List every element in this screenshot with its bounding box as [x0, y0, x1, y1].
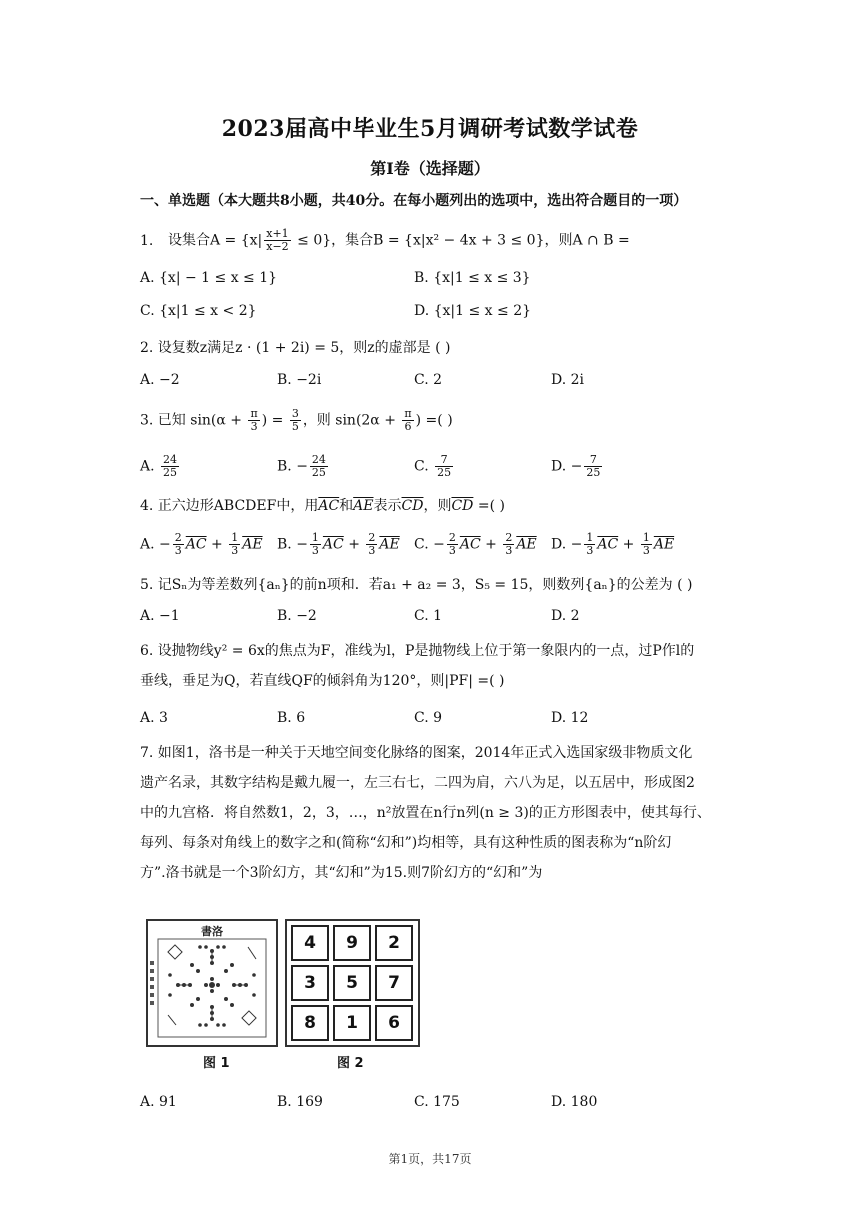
question-1: 1. 设集合A = {x| $\frac{x+1}{x-2}$ ≤ 0}，集合B = {x|x² − 4x + 3 ≤ 0}，则A ∩ B = — [140, 227, 630, 253]
option-d[interactable]: D. 12 — [551, 710, 589, 726]
page-footer: 第1页，共17页 — [388, 1152, 472, 1166]
option-b[interactable]: B. − $\frac{24}{25}$ — [277, 453, 326, 479]
grid-cell: 7 — [375, 965, 413, 1001]
grid-cell: 1 — [333, 1005, 371, 1041]
luoshu-pattern-icon — [148, 921, 276, 1045]
options-q2 — [140, 372, 760, 396]
options-q1-row2 — [140, 303, 760, 327]
option-c[interactable]: C. 9 — [414, 710, 443, 726]
options-q3 — [140, 454, 760, 478]
option-d[interactable]: D. {x|1 ≤ x ≤ 2} — [414, 303, 532, 319]
option-c[interactable]: C. − $\frac{2}{3}$ $\overline{AC}$ + $\frac{2}{3}$ $\overline{AE}$ — [414, 531, 537, 557]
option-b[interactable]: B. 169 — [277, 1094, 323, 1110]
option-d[interactable]: D. 180 — [551, 1094, 598, 1110]
options-q4 — [140, 532, 760, 556]
option-a[interactable]: A. {x| − 1 ≤ x ≤ 1} — [140, 270, 278, 286]
options-q5 — [140, 608, 760, 632]
options-q1 — [140, 270, 760, 294]
figure-2-caption: 图 2 — [337, 1056, 364, 1071]
grid-cell: 3 — [291, 965, 329, 1001]
grid-cell: 4 — [291, 925, 329, 961]
figure-1-caption: 图 1 — [203, 1056, 230, 1071]
question-number: 1. — [140, 232, 154, 249]
fraction: $\frac{x+1}{x-2}$ — [266, 227, 289, 253]
grid-cell: 6 — [375, 1005, 413, 1041]
option-b[interactable]: B. −2 — [277, 608, 317, 624]
section-heading: 一、单选题（本大题共8小题，共40分。在每小题列出的选项中，选出符合题目的一项） — [140, 193, 688, 209]
luoshu-figure — [146, 919, 278, 1047]
question-4: 4. 正六边形ABCDEF中，用$\overline{AC}$和$\overline{AE}$表示$\overline{CD}$，则$\overline{CD}$ =( ) — [140, 498, 505, 514]
part-title: 第I卷（选择题） — [370, 159, 490, 178]
page-title: 2023届高中毕业生5月调研考试数学试卷 — [221, 116, 639, 142]
option-d[interactable]: D. 2i — [551, 372, 585, 388]
question-2: 2. 设复数z满足z · (1 + 2i) = 5，则z的虚部是 ( ) — [140, 340, 451, 356]
option-a[interactable]: A. −1 — [140, 608, 180, 624]
option-a[interactable]: A. − $\frac{2}{3}$ $\overline{AC}$ + $\frac{1}{3}$ $\overline{AE}$ — [140, 531, 263, 557]
svg-text:書洛: 書洛 — [201, 925, 223, 938]
option-b[interactable]: B. −2i — [277, 372, 322, 388]
option-c[interactable]: C. {x|1 ≤ x < 2} — [140, 303, 257, 319]
option-d[interactable]: D. 2 — [551, 608, 580, 624]
option-a[interactable]: A. $\frac{24}{25}$ — [140, 453, 178, 479]
question-5: 5. 记Sₙ为等差数列{aₙ}的前n项和．若a₁ + a₂ = 3，S₅ = 15，则数列{aₙ}的公差为 ( ) — [140, 577, 693, 593]
option-a[interactable]: A. 91 — [140, 1094, 177, 1110]
option-b[interactable]: B. {x|1 ≤ x ≤ 3} — [414, 270, 531, 286]
option-d[interactable]: D. − $\frac{1}{3}$ $\overline{AC}$ + $\frac{1}{3}$ $\overline{AE}$ — [551, 531, 675, 557]
option-c[interactable]: C. 1 — [414, 608, 443, 624]
question-3: 3. 已知 sin(α + $\frac{\pi}{3}$ ) = $\frac{3}{5}$ ，则 sin(2α + $\frac{\pi}{6}$ ) =( ) — [140, 407, 453, 433]
option-b[interactable]: B. − $\frac{1}{3}$ $\overline{AC}$ + $\frac{2}{3}$ $\overline{AE}$ — [277, 531, 400, 557]
options-q6 — [140, 710, 760, 734]
grid-cell: 5 — [333, 965, 371, 1001]
grid-cell: 9 — [333, 925, 371, 961]
grid-cell: 2 — [375, 925, 413, 961]
grid-cell: 8 — [291, 1005, 329, 1041]
option-c[interactable]: C. $\frac{7}{25}$ — [414, 453, 452, 479]
options-q7 — [140, 1094, 760, 1118]
question-7: 7. 如图1，洛书是一种关于天地空间变化脉络的图案，2014年正式入选国家级非物质文化 遗产名录，其数字结构是戴九履一，左三右七，二四为肩，六八为足，以五居中，形成图2 中的九宫格．将自然数1，2，3，…，n²放置在n行n列(n ≥ 3)的正方形图表中，使其每行、 每列、每条对角线上的数字之和(简称“幻和”)均相等，具有这种性质的图表称为“n阶幻 方”.洛书就是一个3阶幻方，其“幻和”为15.则7阶幻方的“幻和”为 — [140, 745, 711, 881]
question-6: 6. 设抛物线y² = 6x的焦点为F，准线为l，P是抛物线上位于第一象限内的一点，过P作l的 垂线，垂足为Q，若直线QF的倾斜角为120°，则|PF| =( ) — [140, 643, 695, 689]
option-b[interactable]: B. 6 — [277, 710, 306, 726]
option-a[interactable]: A. −2 — [140, 372, 180, 388]
magic-square-figure — [285, 919, 420, 1047]
option-c[interactable]: C. 175 — [414, 1094, 460, 1110]
option-c[interactable]: C. 2 — [414, 372, 443, 388]
option-a[interactable]: A. 3 — [140, 710, 168, 726]
option-d[interactable]: D. − $\frac{7}{25}$ — [551, 453, 601, 479]
